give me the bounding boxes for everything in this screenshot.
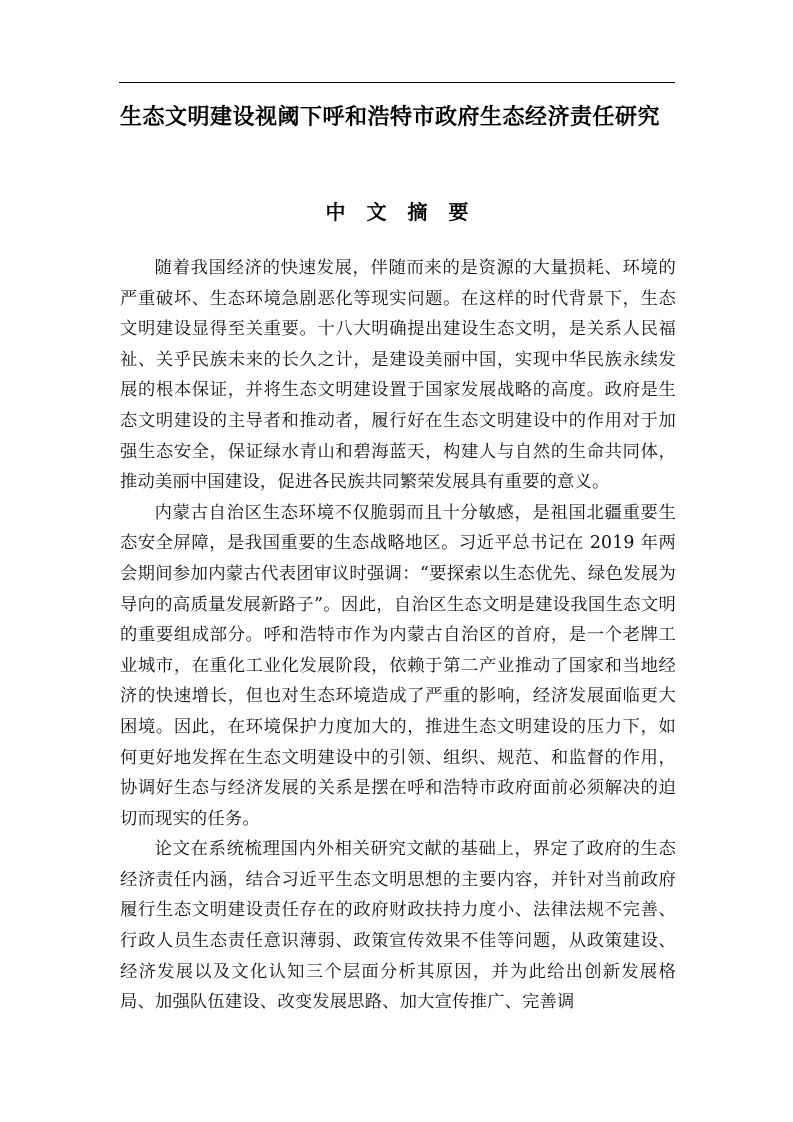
document-title: 生态文明建设视阈下呼和浩特市政府生态经济责任研究 bbox=[120, 105, 661, 130]
abstract-paragraph-3: 论文在系统梳理国内外相关研究文献的基础上，界定了政府的生态经济责任内涵，结合习近平生态文明思想的主要内容，并针对当前政府履行生态文明建设责任存在的政府财政扶持力度小、法律法规不完善、行政人员生态责任意识薄弱、政策宣传效果不佳等问题，从政策建设、经济发展以及文化认知三个层面分析其原因，并为此给出创新发展格局、加强队伍建设、改变发展思路、加大宣传推广、完善调 bbox=[120, 839, 676, 1013]
abstract-heading: 中 文 摘 要 bbox=[325, 200, 471, 224]
header-rule bbox=[119, 82, 675, 83]
abstract-paragraph-2: 内蒙古自治区生态环境不仅脆弱而且十分敏感，是祖国北疆重要生态安全屏障，是我国重要的生态战略地区。习近平总书记在 2019 年两会期间参加内蒙古代表团审议时强调：“要探索以生态优先、绿色发展为导向的高质量发展新路子”。因此，自治区生态文明是建设我国生态文明的重要组成部分。呼和浩特市作为内蒙古自治区的首府，是一个老牌工业城市，在重化工业化发展阶段，依赖于第二产业推动了国家和当地经济的快速增长，但也对生态环境造成了严重的影响，经济发展面临更大困境。因此，在环境保护力度加大的，推进生态文明建设的压力下，如何更好地发挥在生态文明建设中的引领、组织、规范、和监督的作用，协调好生态与经济发展的关系是摆在呼和浩特市政府面前必须解决的迫切而现实的任务。 bbox=[120, 502, 676, 829]
abstract-paragraph-1: 随着我国经济的快速发展，伴随而来的是资源的大量损耗、环境的严重破坏、生态环境急剧恶化等现实问题。在这样的时代背景下，生态文明建设显得至关重要。十八大明确提出建设生态文明，是关系人民福祉、关乎民族未来的长久之计，是建设美丽中国，实现中华民族永续发展的根本保证，并将生态文明建设置于国家发展战略的高度。政府是生态文明建设的主导者和推动者，履行好在生态文明建设中的作用对于加强生态安全，保证绿水青山和碧海蓝天，构建人与自然的生命共同体，推动美丽中国建设，促进各民族共同繁荣发展具有重要的意义。 bbox=[120, 258, 676, 493]
abstract-body bbox=[120, 253, 676, 1018]
